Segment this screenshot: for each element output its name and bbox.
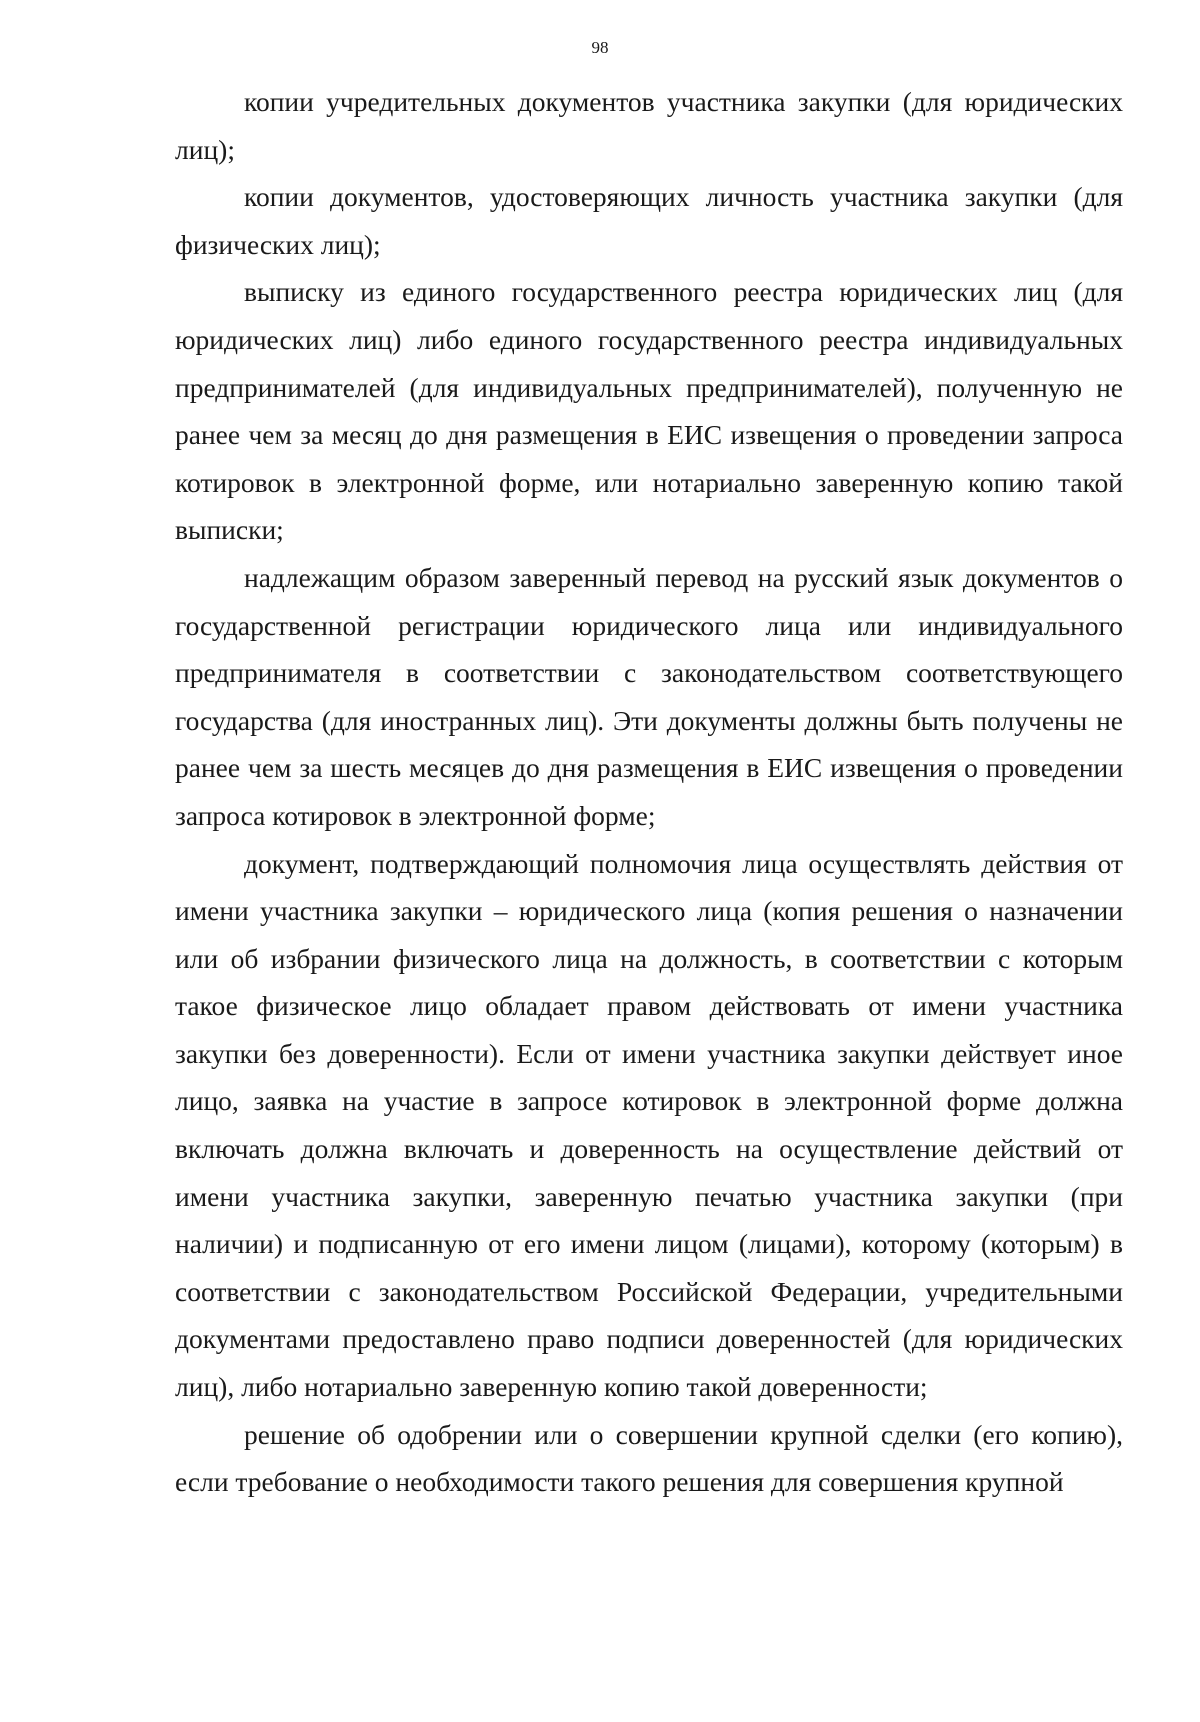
document-body [175,78,1123,1506]
paragraph-founding-documents: копии учредительных документов участника закупки (для юридических лиц); [175,86,1123,165]
paragraph-translation: надлежащим образом заверенный перевод на русский язык документов о государственной регистрации юридического лица или индивидуального предпринимателя в соответствии с законодательством соответствующего государства (для иностранных лиц). Эти документы должны быть получены не ранее чем за шесть месяцев до дня размещения в ЕИС извещения о проведении запроса котировок в электронной форме; [175,561,1123,831]
page-number: 98 [591,38,609,57]
paragraph-major-transaction: решение об одобрении или о совершении крупной сделки (его копию), если требование о необходимости такого решения для совершения крупной [175,1418,1123,1498]
paragraph-authority-document: документ, подтверждающий полномочия лица осуществлять действия от имени участника закупки – юридического лица (копия решения о назначении или об избрании физического лица на должность, в соответствии с которым такое физическое лицо обладает правом действовать от имени участника закупки без доверенности). Если от имени участника закупки действует иное лицо, заявка на участие в запросе котировок в электронной форме должна включать должна включать и доверенность на осуществление действий от имени участника закупки, заверенную печатью участника закупки (при наличии) и подписанную от его имени лицом (лицами), которому (которым) в соответствии с законодательством Российской Федерации, учредительными документами предоставлено право подписи доверенностей (для юридических лиц), либо нотариально заверенную копию такой доверенности; [175,847,1123,1403]
paragraph-identity-documents: копии документов, удостоверяющих личность участника закупки (для физических лиц); [175,181,1123,260]
paragraph-registry-extract: выписку из единого государственного реестра юридических лиц (для юридических лиц) либо единого государственного реестра индивидуальных предпринимателей (для индивидуальных предпринимателей), полученную не ранее чем за месяц до дня размещения в ЕИС извещения о проведении запроса котировок в электронной форме, или нотариально заверенную копию такой выписки; [175,276,1123,546]
